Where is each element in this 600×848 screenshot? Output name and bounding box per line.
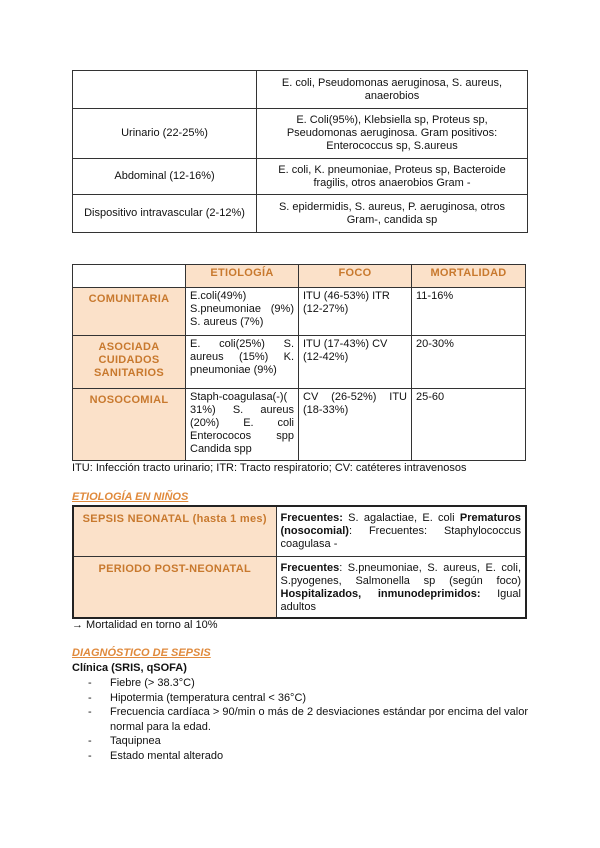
organisms-cell: E. Coli(95%), Klebsiella sp, Proteus sp, Pseudomonas aeruginosa. Gram positivos: Enterococcus sp, S.aureus bbox=[257, 109, 528, 159]
organisms-cell bbox=[276, 506, 526, 556]
organisms-cell: E. coli, K. pneumoniae, Proteus sp, Bacteroide fragilis, otros anaerobios Gram - bbox=[257, 159, 528, 195]
subtitle-clinica: Clínica (SRIS, qSOFA) bbox=[72, 662, 187, 674]
bold-label: Frecuentes bbox=[280, 561, 340, 574]
mortality-cell: 20-30% bbox=[412, 336, 526, 389]
focus-cell: ITU (46-53%) ITR (12-27%) bbox=[299, 288, 412, 336]
focus-cell: ITU (17-43%) CV (12-42%) bbox=[299, 336, 412, 389]
focus-organisms-table bbox=[72, 70, 528, 233]
bold-label: Prematuros (nosocomial) bbox=[280, 512, 521, 537]
list-item: - Fiebre (> 38.3°C) bbox=[88, 676, 528, 691]
etiology-cell: E. coli(25%) S. aureus (15%) K. pneumoniae (9%) bbox=[186, 336, 299, 389]
list-item: - Hipotermia (temperatura central < 36°C) bbox=[88, 691, 528, 706]
section-title-ninos: ETIOLOGÍA EN NIÑOS bbox=[72, 491, 189, 503]
sepsis-type-table bbox=[72, 264, 526, 461]
section-title-diagnostico: DIAGNÓSTICO DE SEPSIS bbox=[72, 647, 211, 659]
mortality-cell: 25-60 bbox=[412, 389, 526, 461]
bold-label: Hospitalizados, inmunodeprimidos: bbox=[280, 587, 481, 600]
focus-cell: Dispositivo intravascular (2-12%) bbox=[73, 195, 257, 233]
mortality-cell: 11-16% bbox=[412, 288, 526, 336]
criteria-list bbox=[88, 676, 528, 763]
organisms-cell bbox=[276, 556, 526, 618]
focus-cell: Urinario (22-25%) bbox=[73, 109, 257, 159]
header-etiologia: ETIOLOGÍA bbox=[186, 265, 299, 288]
text: : S.pneumoniae, S. aureus, E. coli, S.pyogenes, Salmonella sp (según foco) bbox=[280, 561, 521, 587]
text: Igual adultos bbox=[280, 587, 521, 613]
row-label: COMUNITARIA bbox=[73, 288, 186, 336]
etiology-cell: Staph-coagulasa(-)( 31%) S. aureus (20%) E. coli Enterococos spp Candida spp bbox=[186, 389, 299, 461]
abbreviation-note: ITU: Infección tracto urinario; ITR: Tracto respiratorio; CV: catéteres intravenosos bbox=[72, 462, 467, 474]
row-label: NOSOCOMIAL bbox=[73, 389, 186, 461]
ninos-table bbox=[72, 505, 527, 619]
focus-cell: CV (26-52%) ITU (18-33%) bbox=[299, 389, 412, 461]
list-item: - Taquipnea bbox=[88, 734, 528, 749]
header-mortalidad: MORTALIDAD bbox=[412, 265, 526, 288]
organisms-cell: E. coli, Pseudomonas aeruginosa, S. aureus, anaerobios bbox=[257, 71, 528, 109]
mortality-note: → Mortalidad en torno al 10% bbox=[72, 619, 218, 631]
focus-cell bbox=[73, 71, 257, 109]
text: S. agalactiae, E. coli bbox=[342, 512, 460, 524]
list-item: - Estado mental alterado bbox=[88, 749, 528, 764]
header-foco: FOCO bbox=[299, 265, 412, 288]
row-label: SEPSIS NEONATAL (hasta 1 mes) bbox=[73, 506, 276, 556]
etiology-cell: E.coli(49%) S.pneumoniae (9%) S. aureus (7%) bbox=[186, 288, 299, 336]
header-empty bbox=[73, 265, 186, 288]
bold-label: Frecuentes: bbox=[280, 512, 343, 524]
row-label: ASOCIADA CUIDADOS SANITARIOS bbox=[73, 336, 186, 389]
focus-cell: Abdominal (12-16%) bbox=[73, 159, 257, 195]
text: : Frecuentes: Staphylococcus coagulasa - bbox=[280, 525, 521, 550]
list-item: - Frecuencia cardíaca > 90/min o más de 2 desviaciones estándar por encima del valor normal para la edad. bbox=[88, 705, 528, 734]
row-label: PERIODO POST-NEONATAL bbox=[73, 556, 276, 618]
organisms-cell: S. epidermidis, S. aureus, P. aeruginosa, otros Gram-, candida sp bbox=[257, 195, 528, 233]
